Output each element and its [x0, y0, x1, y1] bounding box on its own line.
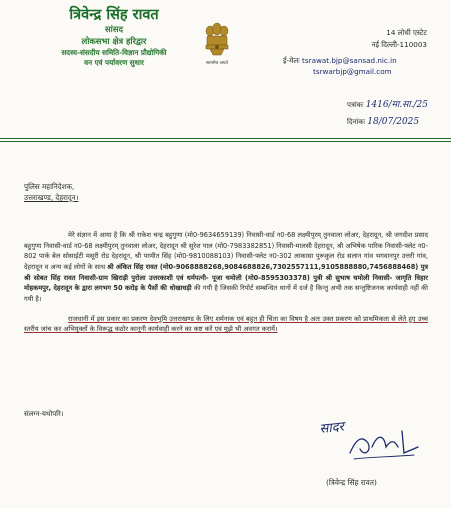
addressee: [24, 181, 78, 203]
signatory-name: (त्रिवेन्द्र सिंह रावत): [326, 478, 377, 487]
addressee-line-1: पुलिस महानिदेशक,: [24, 182, 75, 191]
national-emblem: [197, 22, 237, 68]
handwritten-signature: [310, 413, 430, 463]
address-line-2: नई दिल्ली-110003: [371, 39, 427, 49]
emblem-motto: सत्यमेव जयते: [205, 61, 229, 66]
ref-number-value: 1416/मा.सा./25: [365, 100, 428, 110]
lion-capital-icon: [204, 22, 230, 60]
mp-constituency: लोकसभा क्षेत्र हरिद्वार: [81, 35, 147, 46]
mp-designation: सांसद: [105, 24, 123, 35]
paragraph-1-a: मेरे संज्ञान में आया है कि श्री राकेश चन्द्र बहुगुणा (मो0-9634659139) निवासी-वार्ड न0-68 लक्ष्मीपुरम् तुनवाला लोअर, देहरादून, श्री जगदीश प्रसाद बहुगुणा निवासी-वार्ड न0-68 लक्ष्मीपुरम् तुनवाला लोअर, देहरादून श्री सुरेश पाल (मो0-7983382851) निवासी-मालसी देहरादून, श्री अभिषेक पारिक निवासी-फ्लेट न0-802 पार्क बेल सोसाईटी मसूरी रोड देहरादून, श्री परमीत सिंह (मो0-9810088103) निवासी-फ्लेट न0-302 लाकासा पुरूकुल रोड सलान गांव भगवानपुर उत्तरी गांव, देहरादून व अन्य कई लोगों के साथ: [24, 231, 428, 272]
ref-date: [347, 116, 419, 129]
paragraph-1-c: की गयी है जिसकी रिपोर्ट सम्बन्धित थानों में दर्ज है किन्तु अभी तक सन्तुष्टिजनक कार्यवाही नहीं की गयी है।: [24, 284, 429, 304]
paragraph-1: [24, 230, 428, 305]
mp-committee-1: सदस्य-संसदीय समिति-विज्ञान प्रौद्योगिकी: [61, 47, 167, 57]
paragraph-2: [24, 314, 428, 335]
ref-number: [347, 99, 428, 112]
paragraph-1-b: श्री अंकित सिंह रावत (मो0-9068888268,9084688826,7302557111,9105888880,7456888468) पुत्र श्री सोबत सिंह रावत निवासी-ग्राम खिराड़ी पुरोला उत्तरकाशी एवं धर्मपत्नी- पूजा चमोली (मो0-8595303378) पुत्री श्री सुभाष चमोली निवासी- जागृति विहार मोहकमपुर, देहरादून के द्वारा लगभग 50 करोड़ के पैसों की धोखाधड़ी: [24, 263, 428, 293]
email-2[interactable]: tsrwarbjp@gmail.com: [313, 66, 392, 76]
addressee-line-2: उत्तराखण्ड, देहरादून।: [24, 193, 79, 203]
letterhead-left: [29, 6, 199, 68]
enclosure-note: संलग्न-यथोपरि।: [24, 410, 64, 418]
mp-committee-2: वन एवं पर्यावरण सुधार: [84, 57, 144, 67]
address-line-1: 14 लोधी एस्टेट: [386, 28, 427, 37]
paragraph-2-text: राजधानी में इस प्रकार का प्रकरण देवभूमि उत्तराखण्ड के लिए शर्मनाक एवं बहुत ही चिंता का विषय है अतः उक्त प्रकरण को प्राथमिकता से लेते हुए उच्च स्तरीय जांच कर अभियुक्तों के विरूद्ध कठोर कानूनी कार्यवाही करने का कष्ट करें एवं मुझे भी अवगत करायें।: [24, 314, 428, 334]
email-1[interactable]: tsrawat.bjp@sansad.nic.in: [302, 56, 397, 66]
letterhead-right: [283, 27, 443, 78]
email-label: ई-मेलः: [283, 56, 300, 66]
ref-number-label: पत्रांकः: [347, 101, 364, 109]
ref-date-value: 18/07/2025: [367, 117, 420, 127]
contact-block: [283, 56, 443, 78]
signature-handwritten-note: सादर: [318, 419, 345, 437]
mp-name: त्रिवेन्द्र सिंह रावत: [69, 7, 159, 23]
header-divider-thin: [0, 141, 451, 142]
header-divider: [0, 138, 451, 139]
letter-body: [24, 230, 428, 344]
ref-date-label: दिनांकः: [347, 118, 366, 126]
